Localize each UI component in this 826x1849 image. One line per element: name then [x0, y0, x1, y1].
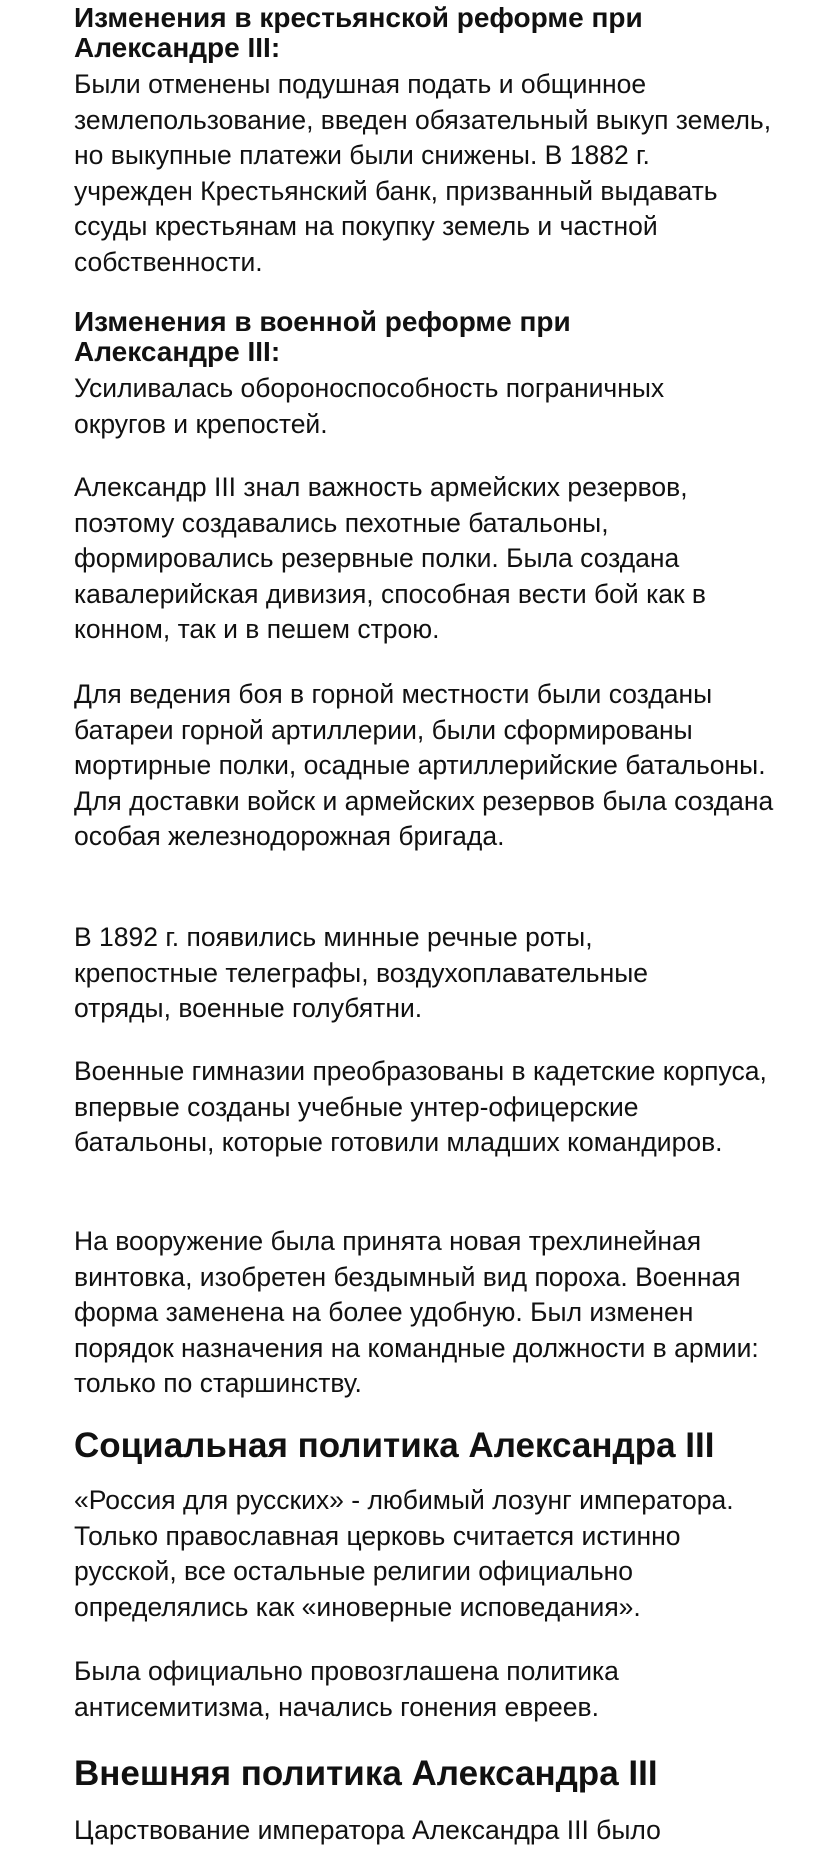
- paragraph-foreign-start: Царствование императора Александра III было: [74, 1815, 661, 1845]
- heading-social-policy: Социальная политика Александра III: [74, 1426, 715, 1465]
- paragraph-social-1: «Россия для русских» - любимый лозунг императора. Только православная церковь считается истинно русской, все остальные религии официально определялись как «иноверные исповедания».: [74, 1485, 734, 1622]
- paragraph-military-5: Военные гимназии преобразованы в кадетские корпуса, впервые созданы учебные унтер-офицерские батальоны, которые готовили младших командиров.: [74, 1056, 767, 1157]
- paragraph-military-2: Александр III знал важность армейских резервов, поэтому создавались пехотные батальоны, формировались резервные полки. Была создана кавалерийская дивизия, способная вести бой как в конном, так и в пешем строю.: [74, 472, 707, 644]
- paragraph-military-4: В 1892 г. появились минные речные роты, крепостные телеграфы, воздухоплавательные отряды, военные голубятни.: [74, 922, 649, 1023]
- subheading-peasant-reform: Изменения в крестьянской реформе при Александре III:: [74, 2, 643, 63]
- paragraph-peasant-reform: Были отменены подушная подать и общинное землепользование, введен обязательный выкуп земель, но выкупные платежи были снижены. В 1882 г. учрежден Крестьянский банк, призванный выдавать ссуды крестьянам на покупку земель и частной собственности.: [74, 69, 772, 277]
- paragraph-military-6: На вооружение была принята новая трехлинейная винтовка, изобретен бездымный вид пороха. Военная форма заменена на более удобную. Был изменен порядок назначения на командные должности в армии: только по старшинству.: [74, 1226, 759, 1398]
- heading-foreign-policy: Внешняя политика Александра III: [74, 1754, 658, 1793]
- paragraph-social-2: Была официально провозглашена политика антисемитизма, начались гонения евреев.: [74, 1656, 619, 1722]
- paragraph-military-3: Для ведения боя в горной местности были созданы батареи горной артиллерии, были сформированы мортирные полки, осадные артиллерийские батальоны. Для доставки войск и армейских резервов была создана особая железнодорожная бригада.: [74, 679, 774, 851]
- subheading-military-reform: Изменения в военной реформе при Александре III:: [74, 306, 571, 367]
- paragraph-military-1: Усиливалась обороноспособность пограничных округов и крепостей.: [74, 373, 665, 439]
